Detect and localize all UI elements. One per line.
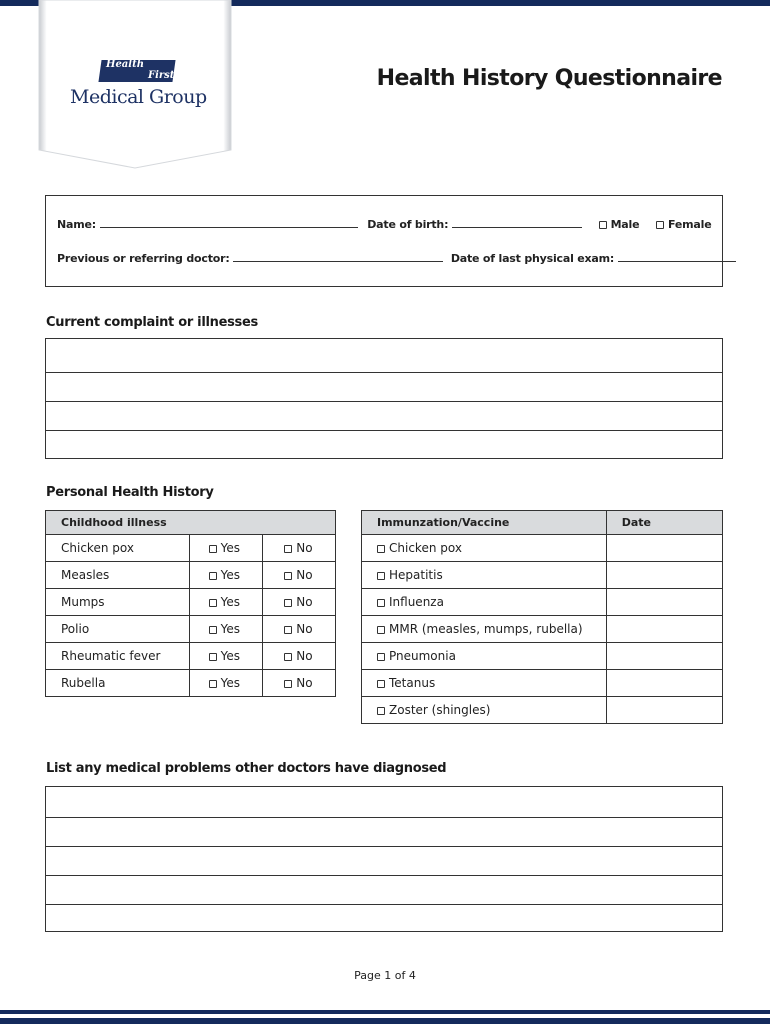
yes-label: Yes: [220, 568, 240, 582]
table-row: [46, 616, 336, 643]
table-row: [362, 616, 723, 643]
no-label: No: [296, 595, 313, 609]
bottom-border: [0, 1010, 770, 1014]
no-label: No: [296, 676, 313, 690]
vaccine-date-field[interactable]: [606, 589, 722, 616]
vaccine-checkbox[interactable]: [377, 545, 385, 553]
yes-label: Yes: [220, 676, 240, 690]
dob-label: Date of birth:: [367, 218, 449, 231]
no-option[interactable]: [284, 541, 312, 555]
no-label: No: [296, 622, 313, 636]
no-option[interactable]: [284, 649, 312, 663]
page-title: Health History Questionnaire: [376, 66, 722, 91]
no-checkbox[interactable]: [284, 653, 292, 661]
last-exam-label: Date of last physical exam:: [450, 252, 615, 265]
yes-label: Yes: [220, 622, 240, 636]
vaccine-option[interactable]: [377, 541, 462, 555]
complaint-title: Current complaint or illnesses: [46, 315, 258, 330]
yes-option[interactable]: [209, 649, 240, 663]
patient-info-box: [45, 195, 723, 287]
yes-label: Yes: [220, 541, 240, 555]
vaccine-option[interactable]: [377, 676, 435, 690]
logo-shield-shape: [37, 0, 233, 170]
info-row-2: [57, 252, 736, 265]
yes-checkbox[interactable]: [209, 680, 217, 688]
vaccine-checkbox[interactable]: [377, 653, 385, 661]
yes-cell: [189, 616, 263, 643]
illness-name: Measles: [46, 562, 190, 589]
vaccine-option[interactable]: [377, 649, 456, 663]
vaccine-cell: [362, 643, 607, 670]
vaccine-date-field[interactable]: [606, 562, 722, 589]
vaccine-checkbox[interactable]: [377, 680, 385, 688]
no-option[interactable]: [284, 595, 312, 609]
no-cell: [263, 589, 336, 616]
illness-name: Rubella: [46, 670, 190, 697]
no-label: No: [296, 649, 313, 663]
vaccine-cell: [362, 670, 607, 697]
table-row: [362, 697, 723, 724]
no-cell: [263, 643, 336, 670]
vaccine-date-field[interactable]: [606, 697, 722, 724]
yes-label: Yes: [220, 595, 240, 609]
name-field[interactable]: [100, 218, 358, 228]
vaccine-label: Hepatitis: [389, 568, 443, 582]
vaccine-cell: [362, 589, 607, 616]
doctor-field[interactable]: [233, 252, 443, 262]
no-cell: [263, 562, 336, 589]
no-cell: [263, 670, 336, 697]
vaccine-option[interactable]: [377, 622, 583, 636]
page-number: Page 1 of 4: [354, 969, 416, 982]
table-row: [46, 535, 336, 562]
yes-label: Yes: [220, 649, 240, 663]
childhood-illness-table: [45, 510, 336, 697]
vaccine-label: Pneumonia: [389, 649, 456, 663]
vaccine-checkbox[interactable]: [377, 707, 385, 715]
vaccine-date-field[interactable]: [606, 670, 722, 697]
no-option[interactable]: [284, 676, 312, 690]
vaccine-cell: [362, 697, 607, 724]
no-checkbox[interactable]: [284, 572, 292, 580]
yes-option[interactable]: [209, 568, 240, 582]
table-row: [46, 643, 336, 670]
vaccine-label: Chicken pox: [389, 541, 462, 555]
medical-problems-lines: [45, 786, 723, 932]
no-cell: [263, 616, 336, 643]
vaccine-option[interactable]: [377, 703, 490, 717]
vaccine-date-field[interactable]: [606, 535, 722, 562]
logo-health-text: Health: [106, 59, 144, 70]
medical-problem-line[interactable]: [46, 818, 722, 847]
yes-cell: [189, 589, 263, 616]
no-checkbox[interactable]: [284, 626, 292, 634]
complaint-line[interactable]: [46, 431, 722, 458]
logo-first-text: First: [148, 70, 175, 81]
vaccine-cell: [362, 562, 607, 589]
last-exam-field[interactable]: [618, 252, 736, 262]
male-checkbox[interactable]: [599, 221, 607, 229]
yes-option[interactable]: [209, 541, 240, 555]
vaccine-checkbox[interactable]: [377, 599, 385, 607]
childhood-illness-header: Childhood illness: [46, 511, 336, 535]
dob-field[interactable]: [452, 218, 582, 228]
table-row: [362, 643, 723, 670]
vaccine-date-field[interactable]: [606, 643, 722, 670]
table-row: [46, 589, 336, 616]
table-row: [362, 670, 723, 697]
vaccine-label: Tetanus: [389, 676, 436, 690]
date-header: Date: [606, 511, 722, 535]
yes-checkbox[interactable]: [209, 653, 217, 661]
vaccine-checkbox[interactable]: [377, 626, 385, 634]
table-row: [362, 562, 723, 589]
no-option[interactable]: [284, 568, 312, 582]
yes-cell: [189, 643, 263, 670]
vaccine-cell: [362, 616, 607, 643]
complaint-lines: [45, 338, 723, 459]
bottom-border: [0, 1018, 770, 1024]
immunization-table: [361, 510, 723, 724]
table-header-row: [362, 511, 723, 535]
vaccine-label: Influenza: [389, 595, 444, 609]
medical-problem-line[interactable]: [46, 876, 722, 905]
yes-checkbox[interactable]: [209, 599, 217, 607]
table-row: [362, 589, 723, 616]
vaccine-checkbox[interactable]: [377, 572, 385, 580]
yes-option[interactable]: [209, 595, 240, 609]
table-row: [46, 670, 336, 697]
male-option[interactable]: [599, 218, 643, 231]
no-option[interactable]: [284, 622, 312, 636]
no-label: No: [296, 541, 313, 555]
complaint-line[interactable]: [46, 339, 722, 373]
no-checkbox[interactable]: [284, 599, 292, 607]
female-checkbox[interactable]: [656, 221, 664, 229]
immunization-header: Immunzation/Vaccine: [362, 511, 607, 535]
no-label: No: [296, 568, 313, 582]
name-label: Name:: [57, 218, 96, 231]
logo-group-text: Medical Group: [70, 86, 207, 108]
yes-checkbox[interactable]: [209, 626, 217, 634]
female-label: Female: [668, 218, 712, 231]
medical-problem-line[interactable]: [46, 847, 722, 876]
complaint-line[interactable]: [46, 373, 722, 402]
yes-cell: [189, 562, 263, 589]
medical-problem-line[interactable]: [46, 787, 722, 818]
illness-name: Chicken pox: [46, 535, 190, 562]
table-row: [46, 562, 336, 589]
yes-checkbox[interactable]: [209, 545, 217, 553]
info-row-1: [57, 218, 711, 231]
male-label: Male: [610, 218, 640, 231]
illness-name: Polio: [46, 616, 190, 643]
vaccine-label: Zoster (shingles): [389, 703, 491, 717]
yes-option[interactable]: [209, 676, 240, 690]
vaccine-cell: [362, 535, 607, 562]
table-row: [362, 535, 723, 562]
illness-name: Mumps: [46, 589, 190, 616]
illness-name: Rheumatic fever: [46, 643, 190, 670]
vaccine-option[interactable]: [377, 568, 443, 582]
complaint-line[interactable]: [46, 402, 722, 431]
vaccine-label: MMR (measles, mumps, rubella): [389, 622, 583, 636]
table-header-row: [46, 511, 336, 535]
yes-option[interactable]: [209, 622, 240, 636]
yes-checkbox[interactable]: [209, 572, 217, 580]
vaccine-option[interactable]: [377, 595, 444, 609]
doctor-label: Previous or referring doctor:: [57, 252, 230, 265]
yes-cell: [189, 670, 263, 697]
no-cell: [263, 535, 336, 562]
no-checkbox[interactable]: [284, 680, 292, 688]
medical-problem-line[interactable]: [46, 905, 722, 933]
personal-history-title: Personal Health History: [46, 485, 214, 500]
yes-cell: [189, 535, 263, 562]
medical-problems-title: List any medical problems other doctors have diagnosed: [46, 761, 447, 776]
female-option[interactable]: [656, 218, 711, 231]
vaccine-date-field[interactable]: [606, 616, 722, 643]
no-checkbox[interactable]: [284, 545, 292, 553]
